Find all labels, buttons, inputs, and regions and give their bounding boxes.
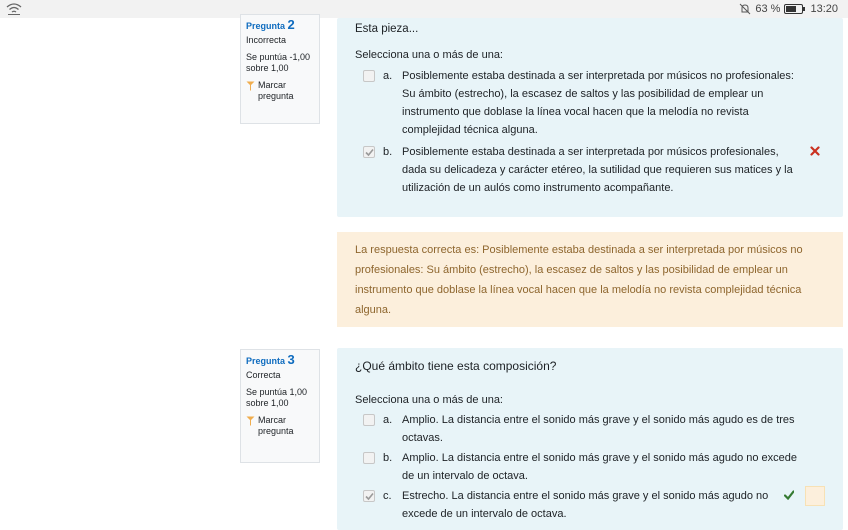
- answer-option-c[interactable]: [355, 487, 825, 523]
- option-text: Amplio. La distancia entre el sonido más grave y el sonido más agudo es de tres octavas.: [402, 414, 795, 444]
- option-letter: a.: [383, 70, 393, 82]
- wifi-icon: [6, 2, 22, 16]
- answer-prompt: Selecciona una o más de una:: [355, 394, 503, 406]
- question-info-2: [240, 14, 320, 124]
- question-info-3: [240, 349, 320, 463]
- status-bar: [0, 0, 848, 18]
- answer-option-b[interactable]: [355, 143, 825, 197]
- question-state: Correcta: [246, 370, 281, 380]
- option-text: Estrecho. La distancia entre el sonido más grave y el sonido más agudo no excede de un intervalo de octava.: [402, 490, 769, 520]
- correct-icon: [784, 490, 794, 500]
- answer-options: [355, 67, 825, 197]
- checkbox-checked[interactable]: [363, 146, 375, 158]
- option-letter: b.: [383, 452, 393, 464]
- battery-icon: [784, 4, 806, 14]
- check-icon: [365, 148, 374, 157]
- checkbox[interactable]: [363, 70, 375, 82]
- clock: 13:20: [810, 3, 838, 15]
- question-formulation-2: [337, 18, 843, 217]
- option-letter: c.: [383, 490, 392, 502]
- flag-icon: [246, 81, 255, 91]
- answer-prompt: Selecciona una o más de una:: [355, 49, 503, 61]
- answer-option-b[interactable]: [355, 449, 825, 485]
- question-number: Pregunta 2: [246, 17, 295, 32]
- option-letter: a.: [383, 414, 393, 426]
- question-number: Pregunta 3: [246, 352, 295, 367]
- mute-icon: [739, 3, 751, 15]
- checkbox[interactable]: [363, 414, 375, 426]
- answer-option-a[interactable]: [355, 67, 825, 139]
- question-text: ¿Qué ámbito tiene esta composición?: [355, 359, 557, 373]
- question-text: Esta pieza...: [355, 23, 419, 35]
- question-grade: Se puntúa 1,00 sobre 1,00: [246, 387, 308, 408]
- question-grade: Se puntúa -1,00 sobre 1,00: [246, 52, 311, 73]
- question-state: Incorrecta: [246, 35, 287, 45]
- option-letter: b.: [383, 146, 393, 158]
- right-answer-feedback: [337, 232, 843, 327]
- feedback-indicator: [805, 486, 825, 506]
- answer-option-a[interactable]: [355, 411, 825, 447]
- flag-label: Marcar pregunta: [258, 80, 294, 101]
- flag-icon: [246, 416, 255, 426]
- flag-question-link[interactable]: [246, 80, 314, 102]
- option-text: Posiblemente estaba destinada a ser interpretada por músicos no profesionales: Su ámbito (estrecho), la escasez de saltos y las posibilidad de emplear un instrumento que doblase la línea vocal hacen que la melodía no revista complejidad técnica alguna.: [402, 70, 794, 136]
- check-icon: [365, 492, 374, 501]
- question-formulation-3: [337, 348, 843, 530]
- incorrect-icon: [810, 146, 820, 156]
- option-text: Amplio. La distancia entre el sonido más grave y el sonido más agudo no excede de un intervalo de octava.: [402, 452, 798, 482]
- checkbox-checked[interactable]: [363, 490, 375, 502]
- answer-options: [355, 411, 825, 523]
- right-answer-text: La respuesta correcta es: Posiblemente estaba destinada a ser interpretada por músicos no profesionales: Su ámbito (estrecho), la escasez de saltos y las posibilidad de emplear un instrumento que doblase la línea vocal hacen que la melodía no revista complejidad técnica alguna.: [355, 244, 803, 316]
- checkbox[interactable]: [363, 452, 375, 464]
- flag-question-link[interactable]: [246, 415, 314, 437]
- flag-label: Marcar pregunta: [258, 415, 294, 436]
- battery-percent: 63 %: [755, 3, 781, 15]
- option-text: Posiblemente estaba destinada a ser interpretada por músicos profesionales, dada su delicadeza y carácter etéreo, la sutilidad que requieren sus matices y la utilización de un aulós como instrumento acompañante.: [402, 146, 793, 194]
